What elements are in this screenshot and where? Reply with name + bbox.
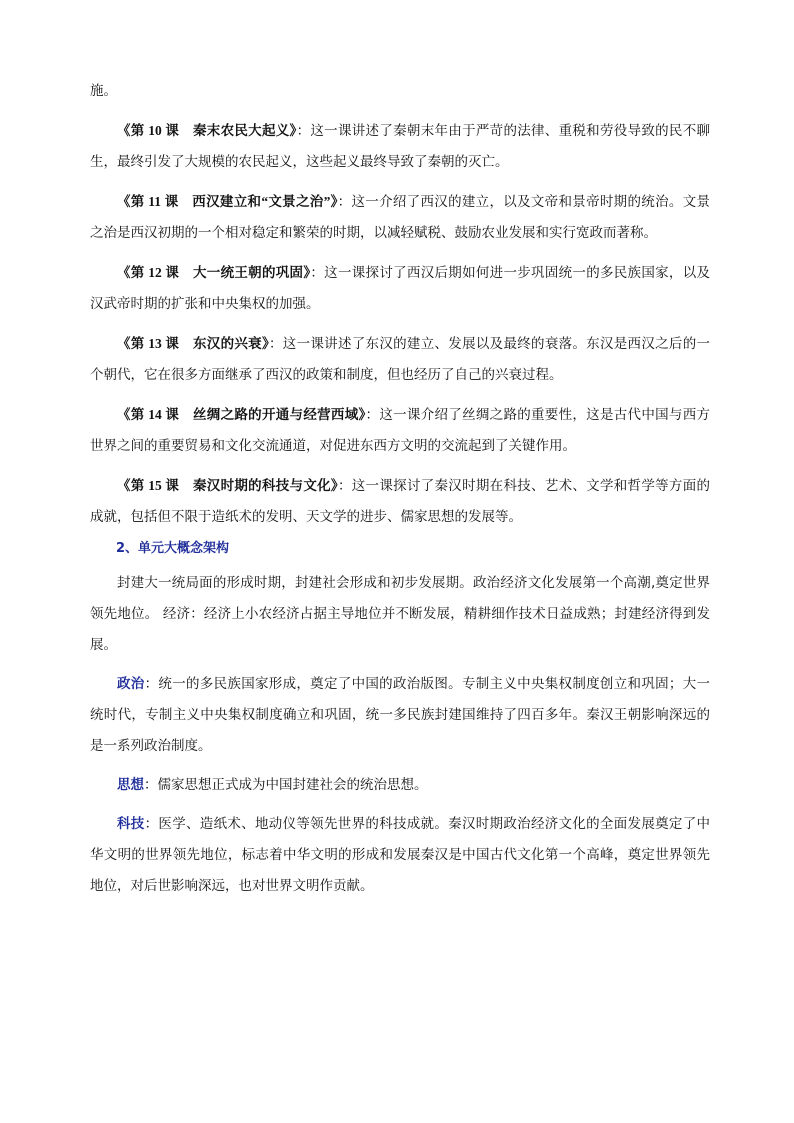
- lesson-title: 《第 14 课 丝绸之路的开通与经营西域》: [117, 407, 366, 422]
- lesson-description: ：这一介绍了西汉的建立，以及文帝和景帝时期的统治。文景之治是西汉初期的一个相对稳定和繁荣的时期，以减轻赋税、鼓励农业发展和实行宽政而著称。: [90, 194, 710, 241]
- lesson-paragraph-14: [90, 399, 710, 462]
- lesson-title: 《第 13 课 东汉的兴衰》: [117, 336, 269, 351]
- lesson-title: 《第 12 课 大一统王朝的巩固》: [117, 265, 311, 280]
- lesson-paragraph-13: [90, 328, 710, 391]
- lesson-description: ：这一课探讨了西汉后期如何进一步巩固统一的多民族国家，以及汉武帝时期的扩张和中央集权的加强。: [90, 265, 711, 312]
- document-body: [90, 76, 710, 902]
- lesson-description: ：这一课讲述了东汉的建立、发展以及最终的衰落。东汉是西汉之后的一个朝代，它在很多方面继承了西汉的政策和制度，但也经历了自己的兴衰过程。: [90, 336, 711, 383]
- concept-paragraph-thought: [90, 770, 710, 801]
- concept-label: 政治: [117, 676, 145, 692]
- concept-label: 科技: [117, 816, 145, 832]
- concept-text: ：医学、造纸术、地动仪等领先世界的科技成就。秦汉时期政治经济文化的全面发展奠定了中华文明的世界领先地位，标志着中华文明的形成和发展秦汉是中国古代文化第一个高峰，奠定世界领先地位，对后世影响深远，也对世界文明作贡献。: [90, 816, 711, 894]
- lesson-paragraph-15: [90, 470, 710, 533]
- lesson-paragraph-11: [90, 186, 710, 249]
- concept-label: 思想: [117, 777, 144, 793]
- lesson-description: ：这一课探讨了秦汉时期在科技、艺术、文学和哲学等方面的成就，包括但不限于造纸术的发明、天文学的进步、儒家思想的发展等。: [90, 478, 711, 525]
- lesson-description: ：这一课讲述了秦朝末年由于严苛的法律、重税和劳役导致的民不聊生，最终引发了大规模的农民起义，这些起义最终导致了秦朝的灭亡。: [90, 123, 711, 170]
- concept-paragraph-technology: [90, 809, 710, 902]
- intro-fragment: 施。: [90, 83, 117, 99]
- section-heading: 2、单元大概念架构: [116, 541, 230, 556]
- concept-paragraph-politics: [90, 669, 710, 762]
- overview-paragraph: 封建大一统局面的形成时期，封建社会形成和初步发展期。政治经济文化发展第一个高潮,奠定世界领先地位。 经济：经济上小农经济占据主导地位并不断发展，精耕细作技术日益成熟；封建经济得到发展。: [90, 575, 710, 653]
- lesson-paragraph-10: [90, 115, 710, 178]
- concept-text: ：儒家思想正式成为中国封建社会的统治思想。: [144, 777, 428, 793]
- lesson-title: 《第 10 课 秦末农民大起义》: [117, 123, 297, 138]
- lesson-title: 《第 11 课 西汉建立和“文景之治”》: [117, 194, 338, 209]
- lesson-paragraph-12: [90, 257, 710, 320]
- lesson-description: ：这一课介绍了丝绸之路的重要性，这是古代中国与西方世界之间的重要贸易和文化交流通道，对促进东西方文明的交流起到了关键作用。: [90, 407, 711, 454]
- lesson-title: 《第 15 课 秦汉时期的科技与文化》: [117, 478, 338, 493]
- concept-text: ：统一的多民族国家形成，奠定了中国的政治版图。专制主义中央集权制度创立和巩固；大一统时代，专制主义中央集权制度确立和巩固，统一多民族封建国维持了四百多年。秦汉王朝影响深远的是一系列政治制度。: [90, 676, 711, 754]
